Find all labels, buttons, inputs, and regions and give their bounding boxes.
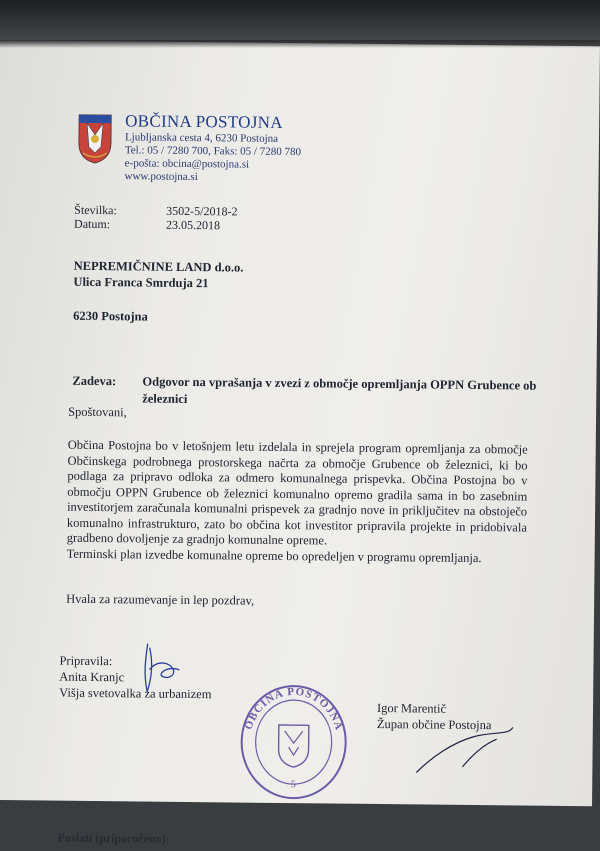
- subject-line: [72, 373, 553, 406]
- preparer-signature: [129, 639, 200, 702]
- recipient-name: NEPREMIČNINE LAND d.o.o.: [73, 258, 244, 275]
- mayor-signature: [412, 706, 523, 777]
- stamp-number: 5: [290, 779, 296, 791]
- stamp-text: OBČINA POSTOJNA: [242, 685, 346, 733]
- footer-cut-text: Poslati (priporočeno):: [57, 830, 170, 846]
- subject-text: Odgovor na vprašanja v zvezi z območje opremljanja OPPN Grubence ob železnici: [142, 374, 537, 406]
- municipality-name: OBČINA POSTOJNA: [125, 111, 283, 132]
- phone-fax: Tel.: 05 / 7280 700, Faks: 05 / 7280 780: [124, 144, 302, 159]
- greeting: Spoštovani,: [68, 404, 127, 420]
- letter-page: [0, 40, 600, 846]
- document-date: [74, 217, 220, 234]
- body-paragraph-2: Terminski plan izvedbe komunalne opreme bo opredeljen v programu opremljanja.: [66, 546, 482, 566]
- number-label: Številka:: [74, 202, 117, 218]
- municipal-stamp: [238, 683, 349, 802]
- body-paragraph-1: Občina Postojna bo v letošnjem letu izdelala in sprejela program opremljanja za območje Občinskega podrobnega prostorskega načrta za območje Grubence ob železnici, ki bo podlaga za pripravo odloka za odmero komunalnega prispevka. Občina Postojna bo v območju OPPN Grubence ob železnici komunalno opremo gradila sama in bo zasebnim investitorjem zaračunala komunalni prispevek za gradnjo nove in priključitev na obstoječo komunalno infrastrukturo, zato bo občina kot investitor pripravila projekte in pridobivala gradbeno dovoljenje za gradnjo komunalne opreme.: [66, 437, 528, 548]
- email: e-pošta: obcina@postojna.si: [124, 157, 250, 171]
- website: www.postojna.si: [124, 170, 198, 184]
- subject-label: Zadeva:: [72, 373, 117, 389]
- recipient-city: 6230 Postojna: [73, 308, 148, 324]
- prepared-label: Pripravila:: [59, 653, 113, 669]
- municipal-crest-icon: [77, 113, 114, 165]
- number-value: 3502-5/2018-2: [166, 203, 238, 219]
- page-top-shadow: [0, 40, 600, 48]
- address: Ljubljanska cesta 4, 6230 Postojna: [124, 131, 279, 145]
- preparer-title: Višja svetovalka za urbanizem: [59, 685, 212, 702]
- date-label: Datum:: [74, 216, 111, 232]
- recipient-street: Ulica Franca Smrduja 21: [73, 274, 209, 291]
- mayor-name: Igor Marentič: [376, 700, 447, 716]
- mayor-title: Župan občine Postojna: [376, 716, 492, 733]
- date-value: 23.05.2018: [166, 217, 221, 233]
- preparer-name: Anita Kranjc: [59, 669, 125, 685]
- closing: Hvala za razumevanje in lep pozdrav,: [66, 591, 255, 608]
